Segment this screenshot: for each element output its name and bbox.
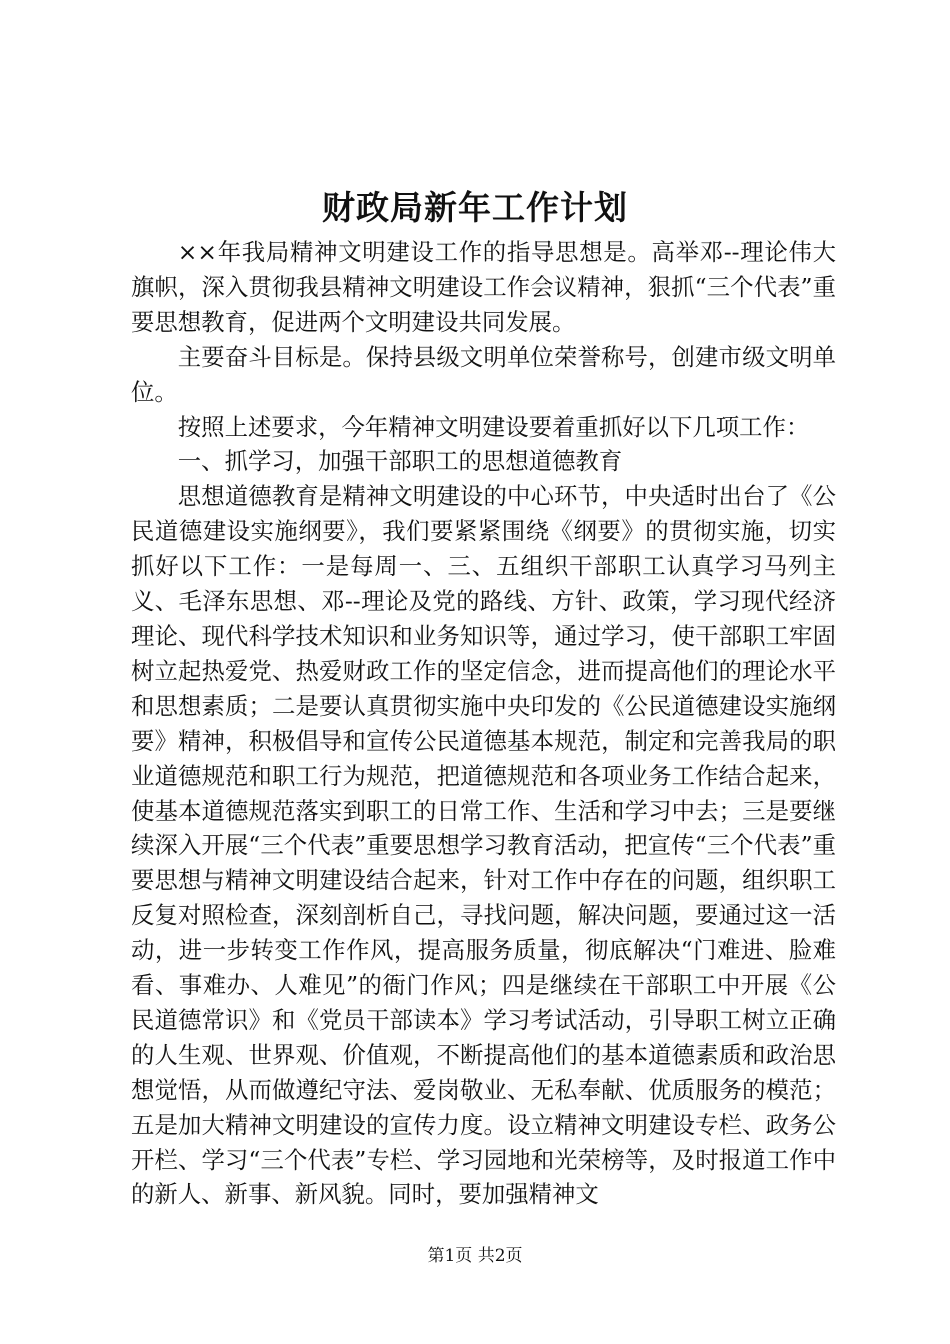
paragraph-requirements: 按照上述要求，今年精神文明建设要着重抓好以下几项工作：: [177, 412, 810, 441]
paragraph-moral-education: 思想道德教育是精神文明建设的中心环节，中央适时出台了《公民道德建设实施纲要》，我们要紧紧围绕《纲要》的贯彻实施，切实抓好以下工作：一是每周一、三、五组织干部职工认真学习马列主义、毛泽东思想、邓--理论及党的路线、方针、政策，学习现代经济理论、现代科学技术知识和业务知识等，通过学习，使干部职工牢固树立起热爱党、热爱财政工作的坚定信念，进而提高他们的理论水平和思想素质；二是要认真贯彻实施中央印发的《公民道德建设实施纲要》精神，积极倡导和宣传公民道德基本规范，制定和完善我局的职业道德规范和职工行为规范，把道德规范和各项业务工作结合起来，使基本道德规范落实到职工的日常工作、生活和学习中去；三是要继续深入开展“三个代表”重要思想学习教育活动，把宣传“三个代表”重要思想与精神文明建设结合起来，针对工作中存在的问题，组织职工反复对照检查，深刻剖析自己，寻找问题，解决问题，要通过这一活动，进一步转变工作作风，提高服务质量，彻底解决“门难进、脸难看、事难办、人难见”的衙门作风；四是继续在干部职工中开展《公民道德常识》和《党员干部读本》学习考试活动，引导职工树立正确的人生观、世界观、价值观，不断提高他们的基本道德素质和政治思想觉悟，从而做遵纪守法、爱岗敬业、无私奉献、优质服务的模范；五是加大精神文明建设的宣传力度。设立精神文明建设专栏、政务公开栏、学习“三个代表”专栏、学习园地和光荣榜等，及时报道工作中的新人、新事、新风貌。同时，要加强精神文: [131, 482, 836, 1209]
document-body: [131, 235, 836, 1212]
paragraph-main-goal: 主要奋斗目标是。保持县级文明单位荣誉称号，创建市级文明单位。: [131, 342, 836, 406]
paragraph-guiding-thought: ××年我局精神文明建设工作的指导思想是。高举邓--理论伟大旗帜，深入贯彻我县精神文明建设工作会议精神，狠抓“三个代表”重要思想教育，促进两个文明建设共同发展。: [131, 238, 836, 336]
document-title: 财政局新年工作计划: [322, 188, 628, 227]
page-number-footer: 第1页 共2页: [427, 1246, 523, 1266]
section-heading-1: 一、抓学习，加强干部职工的思想道德教育: [177, 447, 623, 476]
